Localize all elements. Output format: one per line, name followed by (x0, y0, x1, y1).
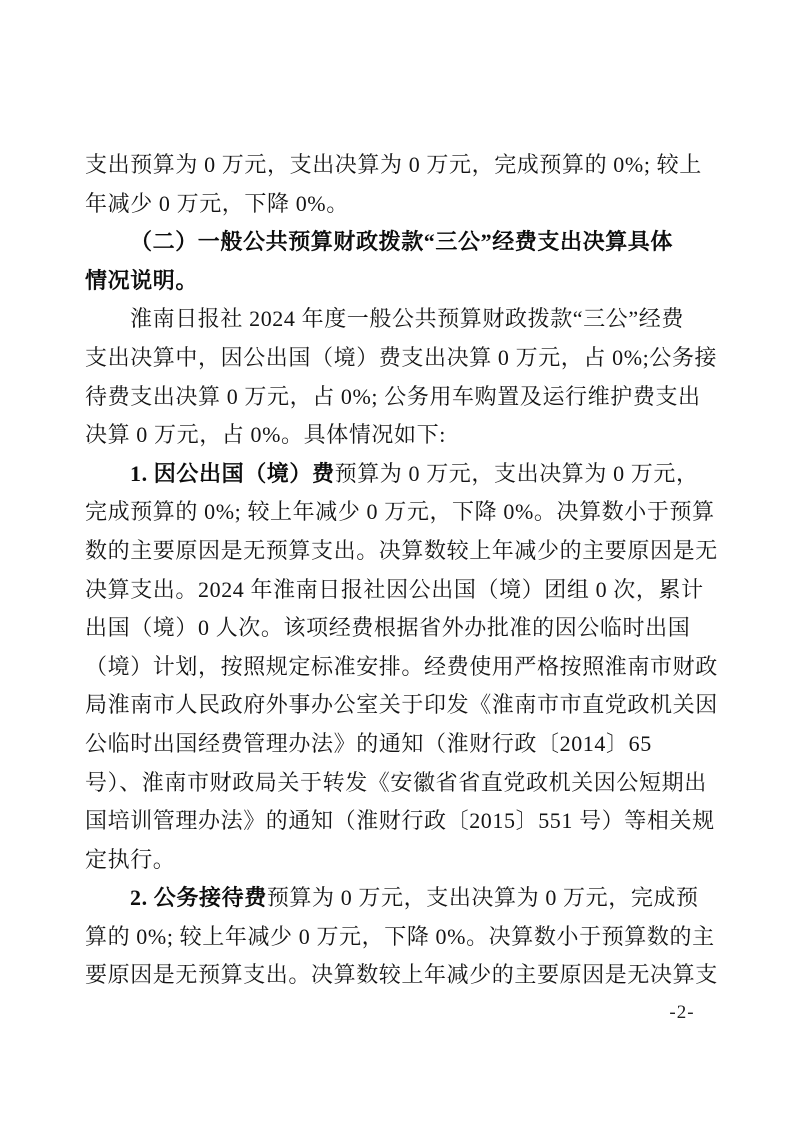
text-segment: 号）、淮南市财政局关于转发《安徽省省直党政机关因公短期出 (85, 769, 707, 795)
text-line (85, 493, 717, 532)
text-line (85, 609, 717, 648)
text-line (85, 571, 717, 610)
document-body (85, 146, 717, 995)
text-segment: 预算为 0 万元，支出决算为 0 万元， (334, 460, 699, 486)
text-line (85, 185, 717, 224)
text-segment: 完成预算的 0%; 较上年减少 0 万元，下降 0%。决算数小于预算 (85, 499, 715, 525)
text-line (85, 532, 717, 571)
text-line (85, 378, 717, 417)
text-segment: 要原因是无预算支出。决算数较上年减少的主要原因是无决算支 (85, 962, 718, 988)
text-segment: 支出预算为 0 万元，支出决算为 0 万元，完成预算的 0%; 较上 (85, 152, 702, 177)
text-line (85, 223, 717, 262)
text-line (85, 146, 717, 185)
text-segment: 待费支出决算 0 万元，占 0%; 公务用车购置及运行维护费支出 (85, 383, 701, 409)
text-segment: 定执行。 (85, 846, 176, 872)
text-line (85, 918, 717, 957)
text-line (85, 339, 717, 378)
text-segment: 支出决算中，因公出国（境）费支出决算 0 万元，占 0%;公务接 (85, 344, 718, 370)
bold-text-segment: 2. 公务接待费 (130, 885, 267, 911)
bold-text-segment: 1. 因公出国（境）费 (130, 460, 335, 486)
text-line (85, 725, 717, 764)
bold-text-segment: 情况说明。 (85, 267, 199, 293)
text-segment: 局淮南市人民政府外事办公室关于印发《淮南市市直党政机关因 (85, 692, 718, 718)
text-segment: 决算 0 万元，占 0%。具体情况如下: (85, 422, 446, 448)
text-segment: 淮南日报社 2024 年度一般公共预算财政拨款“三公”经费 (130, 306, 684, 332)
text-line (85, 879, 717, 918)
page-number: -2- (669, 1002, 695, 1023)
text-line (85, 455, 717, 494)
text-line (85, 841, 717, 880)
text-line (85, 764, 717, 803)
text-line (85, 262, 717, 301)
text-segment: 决算支出。2024 年淮南日报社因公出国（境）团组 0 次，累计 (85, 576, 704, 602)
text-segment: 国培训管理办法》的通知（淮财行政〔2015〕551 号）等相关规 (85, 808, 715, 834)
text-segment: 出国（境）0 人次。该项经费根据省外办批准的因公临时出国 (85, 615, 691, 641)
bold-text-segment: （二）一般公共预算财政拨款“三公”经费支出决算具体 (130, 229, 674, 255)
text-segment: 公临时出国经费管理办法》的通知（淮财行政〔2014〕65 (85, 730, 652, 756)
text-line (85, 416, 717, 455)
text-segment: 预算为 0 万元，支出决算为 0 万元，完成预 (266, 885, 699, 911)
text-line (85, 956, 717, 995)
text-segment: （境）计划，按照规定标准安排。经费使用严格按照淮南市财政 (85, 653, 718, 679)
text-line (85, 686, 717, 725)
text-line (85, 648, 717, 687)
text-segment: 年减少 0 万元，下降 0%。 (85, 190, 349, 216)
text-segment: 数的主要原因是无预算支出。决算数较上年减少的主要原因是无 (85, 537, 718, 563)
text-line (85, 802, 717, 841)
text-line (85, 300, 717, 339)
text-segment: 算的 0%; 较上年减少 0 万元，下降 0%。决算数小于预算数的主 (85, 923, 715, 949)
